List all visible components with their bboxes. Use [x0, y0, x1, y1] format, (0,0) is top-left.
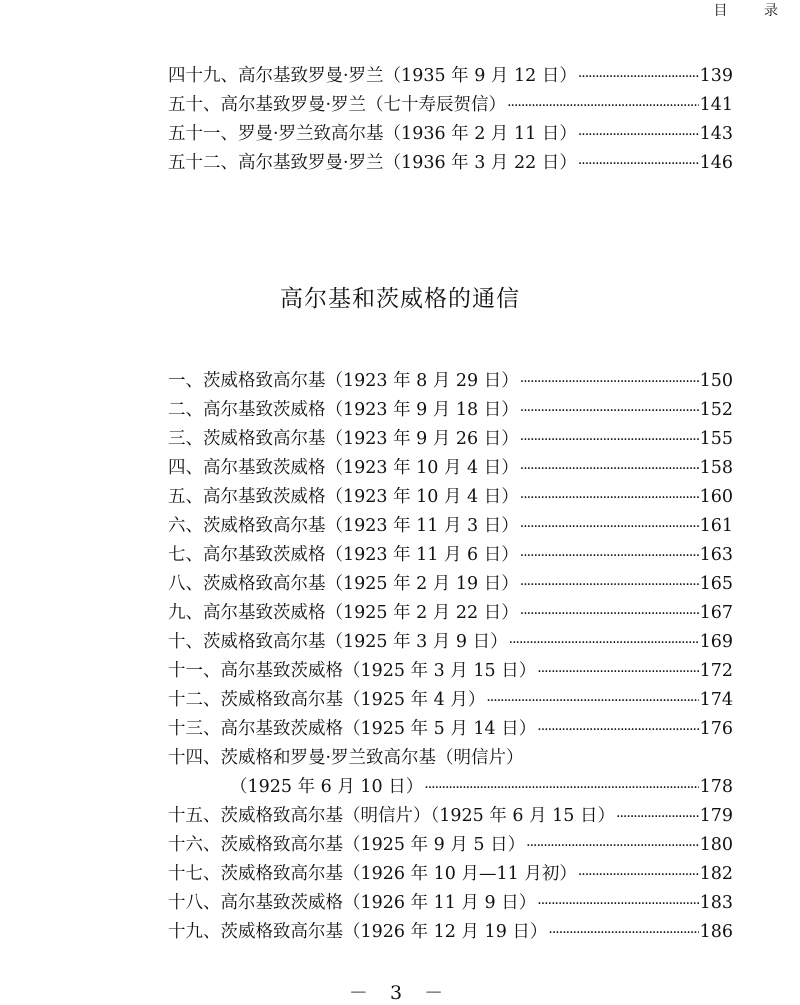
toc-entry-title: 十八、高尔基致茨威格（1926 年 11 月 9 日） — [168, 893, 537, 913]
toc-entry-title: 四十九、高尔基致罗曼·罗兰（1935 年 9 月 12 日） — [168, 66, 577, 86]
toc-entry — [168, 512, 733, 541]
dot-leader — [537, 661, 698, 681]
toc-entry-title: 十四、茨威格和罗曼·罗兰致高尔基（明信片） — [168, 748, 524, 768]
toc-entry-page: 176 — [699, 719, 733, 739]
dot-leader — [520, 574, 699, 594]
toc-entry-page: 146 — [699, 153, 733, 173]
toc-entry-page: 155 — [699, 429, 733, 449]
toc-entry — [168, 686, 733, 715]
toc-entry-page: 172 — [699, 661, 733, 681]
toc-entry-title: 十三、高尔基致茨威格（1925 年 5 月 14 日） — [168, 719, 537, 739]
dot-leader — [616, 806, 699, 826]
toc-entry-title: 五十一、罗曼·罗兰致高尔基（1936 年 2 月 11 日） — [168, 124, 577, 144]
dot-leader — [537, 893, 698, 913]
toc-entry-title: 二、高尔基致茨威格（1923 年 9 月 18 日） — [168, 400, 519, 420]
toc-entry-title: 七、高尔基致茨威格（1923 年 11 月 6 日） — [168, 545, 519, 565]
toc-entry-page: 160 — [699, 487, 733, 507]
toc-entry-continuation — [168, 773, 733, 802]
toc-entry-page: 152 — [699, 400, 733, 420]
toc-list-top — [168, 62, 733, 178]
toc-entry — [168, 628, 733, 657]
dot-leader — [520, 400, 699, 420]
toc-entry-title: 四、高尔基致茨威格（1923 年 10 月 4 日） — [168, 458, 519, 478]
toc-entry — [168, 831, 733, 860]
dot-leader — [520, 516, 699, 536]
dot-leader — [520, 429, 699, 449]
dot-leader — [578, 66, 699, 86]
running-head: 目 录 — [713, 3, 794, 19]
toc-entry — [168, 91, 733, 120]
toc-entry — [168, 860, 733, 889]
toc-entry-page: 150 — [699, 371, 733, 391]
toc-entry-title: 十七、茨威格致高尔基（1926 年 10 月—11 月初） — [168, 864, 577, 884]
toc-entry — [168, 744, 733, 773]
toc-entry-title: 十二、茨威格致高尔基（1925 年 4 月） — [168, 690, 486, 710]
toc-entry-page: 163 — [699, 545, 733, 565]
toc-entry-title: 六、茨威格致高尔基（1923 年 11 月 3 日） — [168, 516, 519, 536]
toc-entry-page: 158 — [699, 458, 733, 478]
toc-entry — [168, 425, 733, 454]
toc-entry — [168, 802, 733, 831]
dot-leader — [520, 458, 699, 478]
toc-entry-title: 十六、茨威格致高尔基（1925 年 9 月 5 日） — [168, 835, 526, 855]
toc-entry-page: 186 — [699, 922, 733, 942]
dot-leader — [424, 777, 698, 797]
toc-entry — [168, 599, 733, 628]
toc-entry-title: 一、茨威格致高尔基（1923 年 8 月 29 日） — [168, 371, 519, 391]
toc-list-bottom — [168, 367, 733, 947]
toc-entry — [168, 367, 733, 396]
toc-entry — [168, 396, 733, 425]
dot-leader — [526, 835, 698, 855]
toc-entry-page: 179 — [699, 806, 733, 826]
toc-entry-title: 五十二、高尔基致罗曼·罗兰（1936 年 3 月 22 日） — [168, 153, 577, 173]
toc-entry-page: 178 — [699, 777, 733, 797]
dot-leader — [520, 487, 699, 507]
toc-entry — [168, 918, 733, 947]
toc-entry-page: 161 — [699, 516, 733, 536]
toc-entry — [168, 889, 733, 918]
toc-entry-title: 三、茨威格致高尔基（1923 年 9 月 26 日） — [168, 429, 519, 449]
toc-entry-title: 十、茨威格致高尔基（1925 年 3 月 9 日） — [168, 632, 508, 652]
toc-entry-page: 143 — [699, 124, 733, 144]
toc-entry-title: 五十、高尔基致罗曼·罗兰（七十寿辰贺信） — [168, 95, 507, 115]
dot-leader — [520, 371, 699, 391]
page-number: － 3 － — [348, 982, 452, 1004]
toc-entry — [168, 541, 733, 570]
toc-entry-page: 141 — [699, 95, 733, 115]
toc-entry-page: 182 — [699, 864, 733, 884]
dot-leader — [486, 690, 698, 710]
dot-leader — [578, 864, 699, 884]
toc-entry-page: 180 — [699, 835, 733, 855]
toc-entry — [168, 454, 733, 483]
toc-entry-page: 167 — [699, 603, 733, 623]
toc-entry-title: 八、茨威格致高尔基（1925 年 2 月 19 日） — [168, 574, 519, 594]
dot-leader — [507, 95, 699, 115]
dot-leader — [509, 632, 699, 652]
toc-entry — [168, 657, 733, 686]
toc-entry-page: 174 — [699, 690, 733, 710]
toc-entry — [168, 62, 733, 91]
toc-entry-page: 165 — [699, 574, 733, 594]
toc-entry — [168, 483, 733, 512]
dot-leader — [578, 124, 699, 144]
toc-entry — [168, 149, 733, 178]
dot-leader — [578, 153, 699, 173]
toc-entry-page: 169 — [699, 632, 733, 652]
section-title: 高尔基和茨威格的通信 — [280, 286, 520, 312]
toc-entry-title: 十一、高尔基致茨威格（1925 年 3 月 15 日） — [168, 661, 537, 681]
dot-leader — [520, 603, 699, 623]
toc-entry — [168, 570, 733, 599]
toc-entry-title: （1925 年 6 月 10 日） — [230, 777, 424, 797]
toc-entry-page: 139 — [699, 66, 733, 86]
toc-entry-title: 九、高尔基致茨威格（1925 年 2 月 22 日） — [168, 603, 519, 623]
toc-entry-title: 十九、茨威格致高尔基（1926 年 12 月 19 日） — [168, 922, 548, 942]
toc-entry-title: 五、高尔基致茨威格（1923 年 10 月 4 日） — [168, 487, 519, 507]
toc-entry — [168, 715, 733, 744]
dot-leader — [548, 922, 698, 942]
toc-entry — [168, 120, 733, 149]
toc-entry-page: 183 — [699, 893, 733, 913]
dot-leader — [537, 719, 698, 739]
toc-entry-title: 十五、茨威格致高尔基（明信片）（1925 年 6 月 15 日） — [168, 806, 616, 826]
dot-leader — [520, 545, 699, 565]
